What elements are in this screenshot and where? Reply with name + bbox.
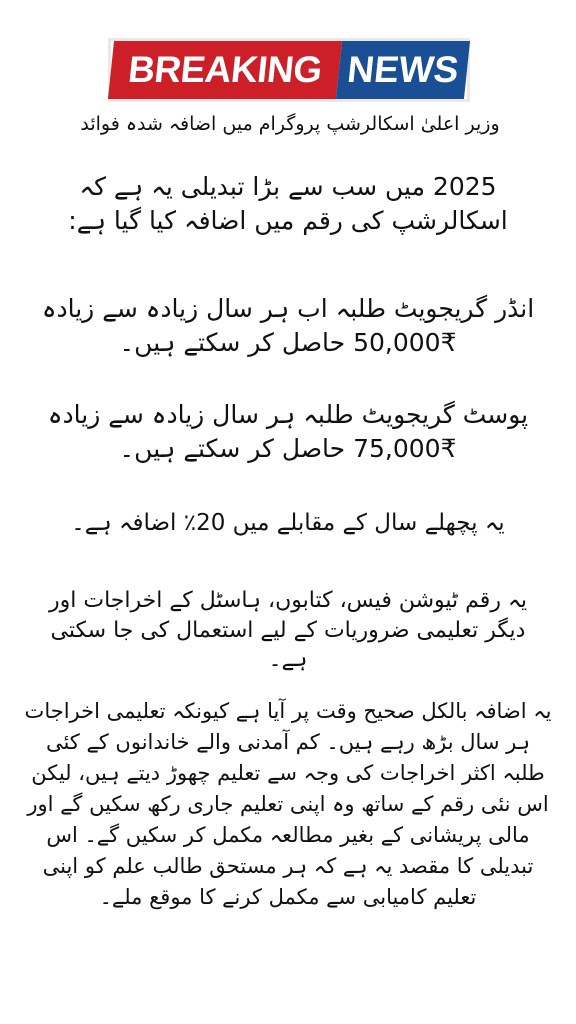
postgrad-amount-paragraph: پوسٹ گریجویٹ طلبہ ہر سال زیادہ سے زیادہ ₹75,000 حاصل کر سکتے ہیں۔ bbox=[47, 400, 529, 463]
breaking-word: BREAKING bbox=[108, 41, 342, 99]
closing-paragraph: یہ اضافہ بالکل صحیح وقت پر آیا ہے کیونکہ تعلیمی اخراجات ہر سال بڑھ رہے ہیں۔ کم آمدنی والے خاندانوں کے کئی طلبہ اکثر اخراجات کی وجہ سے تعلیم چھوڑ دیتے ہیں، لیکن اس نئی رقم کے ساتھ وہ اپنی تعلیم جاری رکھ سکیں گے اور مالی پریشانی کے بغیر مطالعہ مکمل کر سکیں گے۔ اس تبدیلی کا مقصد یہ ہے کہ ہر مستحق طالب علم کو اپنی تعلیم کامیابی سے مکمل کرنے کا موقع ملے۔ bbox=[24, 699, 552, 910]
news-word: NEWS bbox=[336, 41, 470, 99]
undergrad-amount-paragraph: انڈر گریجویٹ طلبہ اب ہر سال زیادہ سے زیادہ ₹50,000 حاصل کر سکتے ہیں۔ bbox=[41, 294, 535, 357]
intro-paragraph: 2025 میں سب سے بڑا تبدیلی یہ ہے کہ اسکالرشپ کی رقم میں اضافہ کیا گیا ہے: bbox=[68, 172, 508, 235]
increase-paragraph: یہ پچھلے سال کے مقابلے میں 20٪ اضافہ ہے۔ bbox=[71, 510, 505, 536]
subtitle: وزیر اعلیٰ اسکالرشپ پروگرام میں اضافہ شدہ فوائد bbox=[80, 113, 500, 135]
breaking-news-logo bbox=[108, 38, 470, 102]
usage-paragraph: یہ رقم ٹیوشن فیس، کتابوں، ہاسٹل کے اخراجات اور دیگر تعلیمی ضروریات کے لیے استعمال کی جا سکتی ہے۔ bbox=[49, 588, 527, 673]
